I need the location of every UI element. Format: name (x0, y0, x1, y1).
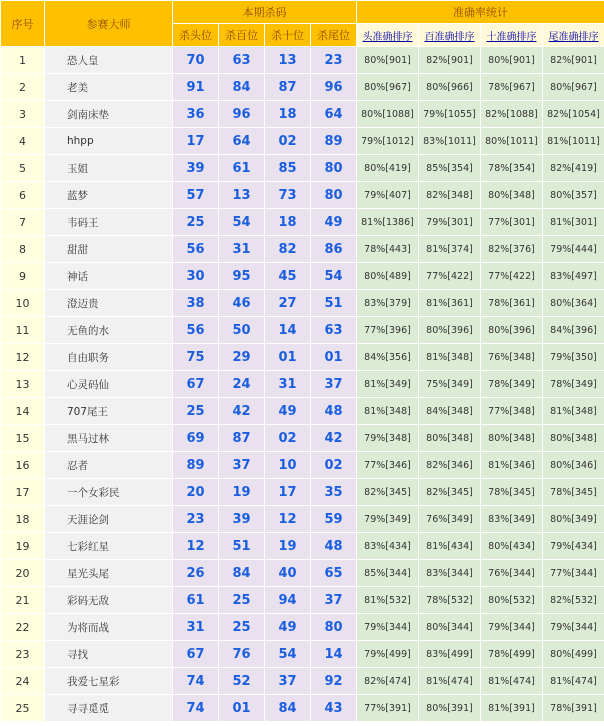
kill-value: 87 (265, 74, 311, 101)
accuracy-value: 79%[499] (357, 641, 419, 668)
kill-value: 67 (173, 371, 219, 398)
kill-value: 42 (219, 398, 265, 425)
master-name: 无鱼的水 (45, 317, 173, 344)
kill-value: 37 (311, 587, 357, 614)
kill-value: 75 (173, 344, 219, 371)
kill-value: 80 (311, 155, 357, 182)
accuracy-value: 83%[434] (357, 533, 419, 560)
kill-value: 20 (173, 479, 219, 506)
master-name: 寻找 (45, 641, 173, 668)
table-row (1, 344, 604, 371)
table-row (1, 182, 604, 209)
table-row (1, 452, 604, 479)
accuracy-value: 76%[344] (481, 560, 543, 587)
kill-value: 18 (265, 209, 311, 236)
row-index: 9 (1, 263, 45, 290)
accuracy-value: 77%[301] (481, 209, 543, 236)
accuracy-value: 81%[474] (419, 668, 481, 695)
kill-value: 37 (311, 371, 357, 398)
master-name: 神话 (45, 263, 173, 290)
row-index: 18 (1, 506, 45, 533)
accuracy-value: 83%[349] (481, 506, 543, 533)
table-row (1, 371, 604, 398)
kill-value: 19 (265, 533, 311, 560)
accuracy-value: 80%[901] (357, 47, 419, 74)
kill-value: 61 (173, 587, 219, 614)
row-index: 11 (1, 317, 45, 344)
table-row (1, 614, 604, 641)
accuracy-value: 81%[348] (543, 398, 604, 425)
kill-value: 38 (173, 290, 219, 317)
accuracy-value: 80%[348] (481, 182, 543, 209)
accuracy-value: 85%[354] (419, 155, 481, 182)
accuracy-value: 81%[434] (419, 533, 481, 560)
accuracy-value: 78%[967] (481, 74, 543, 101)
sort-head-accuracy-link[interactable]: 头准确排序 (357, 24, 419, 47)
kill-value: 94 (265, 587, 311, 614)
accuracy-value: 82%[474] (357, 668, 419, 695)
accuracy-value: 77%[422] (419, 263, 481, 290)
accuracy-value: 78%[532] (419, 587, 481, 614)
row-index: 15 (1, 425, 45, 452)
accuracy-value: 78%[361] (481, 290, 543, 317)
accuracy-value: 81%[348] (357, 398, 419, 425)
table-row (1, 209, 604, 236)
kill-value: 51 (311, 290, 357, 317)
table-row (1, 587, 604, 614)
accuracy-value: 80%[344] (419, 614, 481, 641)
accuracy-value: 80%[348] (543, 425, 604, 452)
kill-value: 31 (219, 236, 265, 263)
accuracy-value: 80%[967] (543, 74, 604, 101)
accuracy-value: 80%[532] (481, 587, 543, 614)
table-row (1, 695, 604, 722)
table-row (1, 47, 604, 74)
table-row (1, 506, 604, 533)
accuracy-value: 83%[1011] (419, 128, 481, 155)
accuracy-value: 81%[532] (357, 587, 419, 614)
accuracy-value: 81%[391] (481, 695, 543, 722)
accuracy-value: 78%[499] (481, 641, 543, 668)
accuracy-value: 80%[1011] (481, 128, 543, 155)
row-index: 25 (1, 695, 45, 722)
kill-value: 54 (219, 209, 265, 236)
accuracy-value: 79%[407] (357, 182, 419, 209)
accuracy-value: 84%[356] (357, 344, 419, 371)
kill-head-header: 杀头位 (173, 24, 219, 47)
master-name: 剑南床垫 (45, 101, 173, 128)
row-index: 4 (1, 128, 45, 155)
kill-value: 13 (219, 182, 265, 209)
accuracy-value: 85%[344] (357, 560, 419, 587)
accuracy-value: 79%[348] (357, 425, 419, 452)
accuracy-value: 77%[422] (481, 263, 543, 290)
master-name: 天涯论剑 (45, 506, 173, 533)
accuracy-value: 78%[349] (543, 371, 604, 398)
kill-value: 31 (173, 614, 219, 641)
kill-value: 39 (173, 155, 219, 182)
kill-value: 10 (265, 452, 311, 479)
accuracy-value: 81%[346] (481, 452, 543, 479)
accuracy-value: 81%[301] (543, 209, 604, 236)
kill-value: 96 (311, 74, 357, 101)
row-index: 20 (1, 560, 45, 587)
kill-value: 52 (219, 668, 265, 695)
accuracy-value: 80%[967] (357, 74, 419, 101)
accuracy-value: 83%[344] (419, 560, 481, 587)
kill-value: 74 (173, 668, 219, 695)
accuracy-value: 77%[344] (543, 560, 604, 587)
kill-value: 51 (219, 533, 265, 560)
master-name: 707尾王 (45, 398, 173, 425)
table-row (1, 128, 604, 155)
accuracy-value: 80%[1088] (357, 101, 419, 128)
row-index: 5 (1, 155, 45, 182)
accuracy-value: 78%[345] (543, 479, 604, 506)
kill-value: 80 (311, 182, 357, 209)
kill-value: 01 (265, 344, 311, 371)
kill-value: 18 (265, 101, 311, 128)
kill-value: 02 (265, 128, 311, 155)
accuracy-value: 79%[1012] (357, 128, 419, 155)
table-row (1, 101, 604, 128)
kill-value: 89 (173, 452, 219, 479)
accuracy-value: 82%[419] (543, 155, 604, 182)
kill-value: 29 (219, 344, 265, 371)
accuracy-value: 82%[376] (481, 236, 543, 263)
kill-value: 76 (219, 641, 265, 668)
row-index: 19 (1, 533, 45, 560)
accuracy-value: 78%[443] (357, 236, 419, 263)
kill-value: 19 (219, 479, 265, 506)
kill-value: 14 (311, 641, 357, 668)
accuracy-value: 79%[350] (543, 344, 604, 371)
accuracy-value: 80%[357] (543, 182, 604, 209)
kill-value: 43 (311, 695, 357, 722)
index-header: 序号 (1, 1, 45, 47)
accuracy-value: 75%[349] (419, 371, 481, 398)
kill-value: 80 (311, 614, 357, 641)
kill-value: 25 (173, 209, 219, 236)
kill-value: 54 (265, 641, 311, 668)
kill-value: 73 (265, 182, 311, 209)
kill-value: 84 (219, 560, 265, 587)
table-row (1, 155, 604, 182)
master-name: 韦码王 (45, 209, 173, 236)
kill-value: 25 (219, 587, 265, 614)
sort-ten-accuracy-link[interactable]: 十准确排序 (481, 24, 543, 47)
accuracy-value: 78%[349] (481, 371, 543, 398)
accuracy-value: 79%[344] (481, 614, 543, 641)
master-name: 忍者 (45, 452, 173, 479)
kill-value: 37 (265, 668, 311, 695)
accuracy-value: 82%[345] (419, 479, 481, 506)
kill-value: 50 (219, 317, 265, 344)
accuracy-value: 80%[434] (481, 533, 543, 560)
kill-value: 36 (173, 101, 219, 128)
master-name: 星光头尾 (45, 560, 173, 587)
kill-value: 57 (173, 182, 219, 209)
accuracy-value: 81%[361] (419, 290, 481, 317)
master-name: 蓝梦 (45, 182, 173, 209)
kill-value: 91 (173, 74, 219, 101)
accuracy-value: 81%[1011] (543, 128, 604, 155)
master-name: 甜甜 (45, 236, 173, 263)
accuracy-value: 77%[391] (357, 695, 419, 722)
row-index: 3 (1, 101, 45, 128)
kill-value: 49 (311, 209, 357, 236)
master-name: 自由职务 (45, 344, 173, 371)
kill-ten-header: 杀十位 (265, 24, 311, 47)
accuracy-value: 80%[346] (543, 452, 604, 479)
accuracy-value: 82%[1088] (481, 101, 543, 128)
row-index: 1 (1, 47, 45, 74)
accuracy-value: 83%[379] (357, 290, 419, 317)
kill-value: 84 (219, 74, 265, 101)
accuracy-value: 82%[345] (357, 479, 419, 506)
kill-group-header: 本期杀码 (173, 1, 357, 24)
kill-value: 87 (219, 425, 265, 452)
master-name: 一个女彩民 (45, 479, 173, 506)
accuracy-value: 82%[901] (419, 47, 481, 74)
table-row (1, 533, 604, 560)
kill-value: 23 (311, 47, 357, 74)
accuracy-value: 79%[301] (419, 209, 481, 236)
accuracy-value: 80%[396] (419, 317, 481, 344)
table-row (1, 398, 604, 425)
kill-value: 01 (311, 344, 357, 371)
master-name: 寻寻觅觅 (45, 695, 173, 722)
kill-value: 35 (311, 479, 357, 506)
kill-value: 23 (173, 506, 219, 533)
kill-value: 46 (219, 290, 265, 317)
master-name: 为将而战 (45, 614, 173, 641)
kill-value: 70 (173, 47, 219, 74)
row-index: 22 (1, 614, 45, 641)
kill-value: 25 (219, 614, 265, 641)
table-row (1, 560, 604, 587)
accuracy-value: 79%[1055] (419, 101, 481, 128)
accuracy-value: 81%[474] (481, 668, 543, 695)
accuracy-value: 82%[901] (543, 47, 604, 74)
master-name: 彩码无敌 (45, 587, 173, 614)
master-name: 我爱七星彩 (45, 668, 173, 695)
accuracy-value: 82%[1054] (543, 101, 604, 128)
kill-value: 84 (265, 695, 311, 722)
kill-value: 31 (265, 371, 311, 398)
kill-value: 45 (265, 263, 311, 290)
kill-value: 64 (219, 128, 265, 155)
accuracy-value: 81%[348] (419, 344, 481, 371)
accuracy-value: 76%[349] (419, 506, 481, 533)
kill-value: 13 (265, 47, 311, 74)
kill-value: 02 (311, 452, 357, 479)
kill-value: 63 (311, 317, 357, 344)
kill-value: 02 (265, 425, 311, 452)
kill-value: 69 (173, 425, 219, 452)
kill-value: 48 (311, 533, 357, 560)
kill-value: 17 (265, 479, 311, 506)
sort-tail-accuracy-link[interactable]: 尾准确排序 (543, 24, 604, 47)
accuracy-value: 83%[497] (543, 263, 604, 290)
kill-value: 49 (265, 398, 311, 425)
kill-value: 86 (311, 236, 357, 263)
sort-hundred-accuracy-link[interactable]: 百准确排序 (419, 24, 481, 47)
accuracy-value: 76%[348] (481, 344, 543, 371)
kill-value: 40 (265, 560, 311, 587)
accuracy-value: 80%[396] (481, 317, 543, 344)
accuracy-value: 82%[532] (543, 587, 604, 614)
accuracy-value: 77%[396] (357, 317, 419, 344)
accuracy-value: 79%[344] (357, 614, 419, 641)
kill-value: 25 (173, 398, 219, 425)
kill-value: 89 (311, 128, 357, 155)
master-name: 心灵码仙 (45, 371, 173, 398)
table-row (1, 668, 604, 695)
accuracy-value: 84%[348] (419, 398, 481, 425)
accuracy-value: 80%[391] (419, 695, 481, 722)
table-row (1, 425, 604, 452)
kill-value: 82 (265, 236, 311, 263)
accuracy-value: 80%[901] (481, 47, 543, 74)
kill-value: 56 (173, 317, 219, 344)
accuracy-value: 80%[348] (419, 425, 481, 452)
table-row (1, 479, 604, 506)
kill-value: 59 (311, 506, 357, 533)
kill-value: 65 (311, 560, 357, 587)
accuracy-value: 84%[396] (543, 317, 604, 344)
row-index: 14 (1, 398, 45, 425)
table-row (1, 74, 604, 101)
master-header: 参赛大师 (45, 1, 173, 47)
kill-value: 01 (219, 695, 265, 722)
master-name: 澄迈贵 (45, 290, 173, 317)
kill-value: 49 (265, 614, 311, 641)
kill-value: 64 (311, 101, 357, 128)
row-index: 12 (1, 344, 45, 371)
row-index: 7 (1, 209, 45, 236)
kill-value: 96 (219, 101, 265, 128)
accuracy-value: 79%[349] (357, 506, 419, 533)
table-row (1, 317, 604, 344)
row-index: 21 (1, 587, 45, 614)
kill-tail-header: 杀尾位 (311, 24, 357, 47)
kill-value: 26 (173, 560, 219, 587)
kill-hundred-header: 杀百位 (219, 24, 265, 47)
accuracy-value: 81%[474] (543, 668, 604, 695)
kill-value: 56 (173, 236, 219, 263)
row-index: 13 (1, 371, 45, 398)
kill-value: 37 (219, 452, 265, 479)
master-name: 老美 (45, 74, 173, 101)
accuracy-value: 80%[348] (481, 425, 543, 452)
accuracy-value: 81%[374] (419, 236, 481, 263)
accuracy-value: 81%[1386] (357, 209, 419, 236)
kill-value: 54 (311, 263, 357, 290)
kill-value: 63 (219, 47, 265, 74)
kill-value: 12 (173, 533, 219, 560)
kill-value: 61 (219, 155, 265, 182)
table-row (1, 236, 604, 263)
accuracy-value: 79%[444] (543, 236, 604, 263)
row-index: 23 (1, 641, 45, 668)
row-index: 16 (1, 452, 45, 479)
master-name: 七彩红星 (45, 533, 173, 560)
table-row (1, 290, 604, 317)
kill-value: 12 (265, 506, 311, 533)
accuracy-value: 79%[434] (543, 533, 604, 560)
accuracy-value: 80%[349] (543, 506, 604, 533)
kill-value: 95 (219, 263, 265, 290)
row-index: 6 (1, 182, 45, 209)
accuracy-value: 81%[349] (357, 371, 419, 398)
row-index: 8 (1, 236, 45, 263)
accuracy-value: 77%[348] (481, 398, 543, 425)
kill-value: 30 (173, 263, 219, 290)
accuracy-value: 78%[345] (481, 479, 543, 506)
kill-value: 17 (173, 128, 219, 155)
master-name: 恐人皇 (45, 47, 173, 74)
kill-value: 85 (265, 155, 311, 182)
kill-value: 24 (219, 371, 265, 398)
kill-value: 67 (173, 641, 219, 668)
table-row (1, 641, 604, 668)
table-body (1, 47, 604, 722)
kill-value: 14 (265, 317, 311, 344)
kill-value: 27 (265, 290, 311, 317)
kill-value: 92 (311, 668, 357, 695)
accuracy-value: 77%[346] (357, 452, 419, 479)
accuracy-value: 80%[499] (543, 641, 604, 668)
accuracy-value: 79%[344] (543, 614, 604, 641)
accuracy-value: 82%[346] (419, 452, 481, 479)
kill-value: 48 (311, 398, 357, 425)
accuracy-value: 80%[419] (357, 155, 419, 182)
master-name: 黑马过林 (45, 425, 173, 452)
accuracy-value: 83%[499] (419, 641, 481, 668)
table-row (1, 263, 604, 290)
accuracy-group-header: 准确率统计 (357, 1, 604, 24)
accuracy-value: 80%[364] (543, 290, 604, 317)
accuracy-value: 78%[391] (543, 695, 604, 722)
row-index: 2 (1, 74, 45, 101)
master-name: hhpp (45, 128, 173, 155)
kill-value: 39 (219, 506, 265, 533)
kill-value: 42 (311, 425, 357, 452)
master-name: 玉姐 (45, 155, 173, 182)
row-index: 17 (1, 479, 45, 506)
kill-value: 74 (173, 695, 219, 722)
row-index: 24 (1, 668, 45, 695)
accuracy-value: 80%[966] (419, 74, 481, 101)
row-index: 10 (1, 290, 45, 317)
accuracy-value: 78%[354] (481, 155, 543, 182)
accuracy-value: 82%[348] (419, 182, 481, 209)
accuracy-value: 80%[489] (357, 263, 419, 290)
